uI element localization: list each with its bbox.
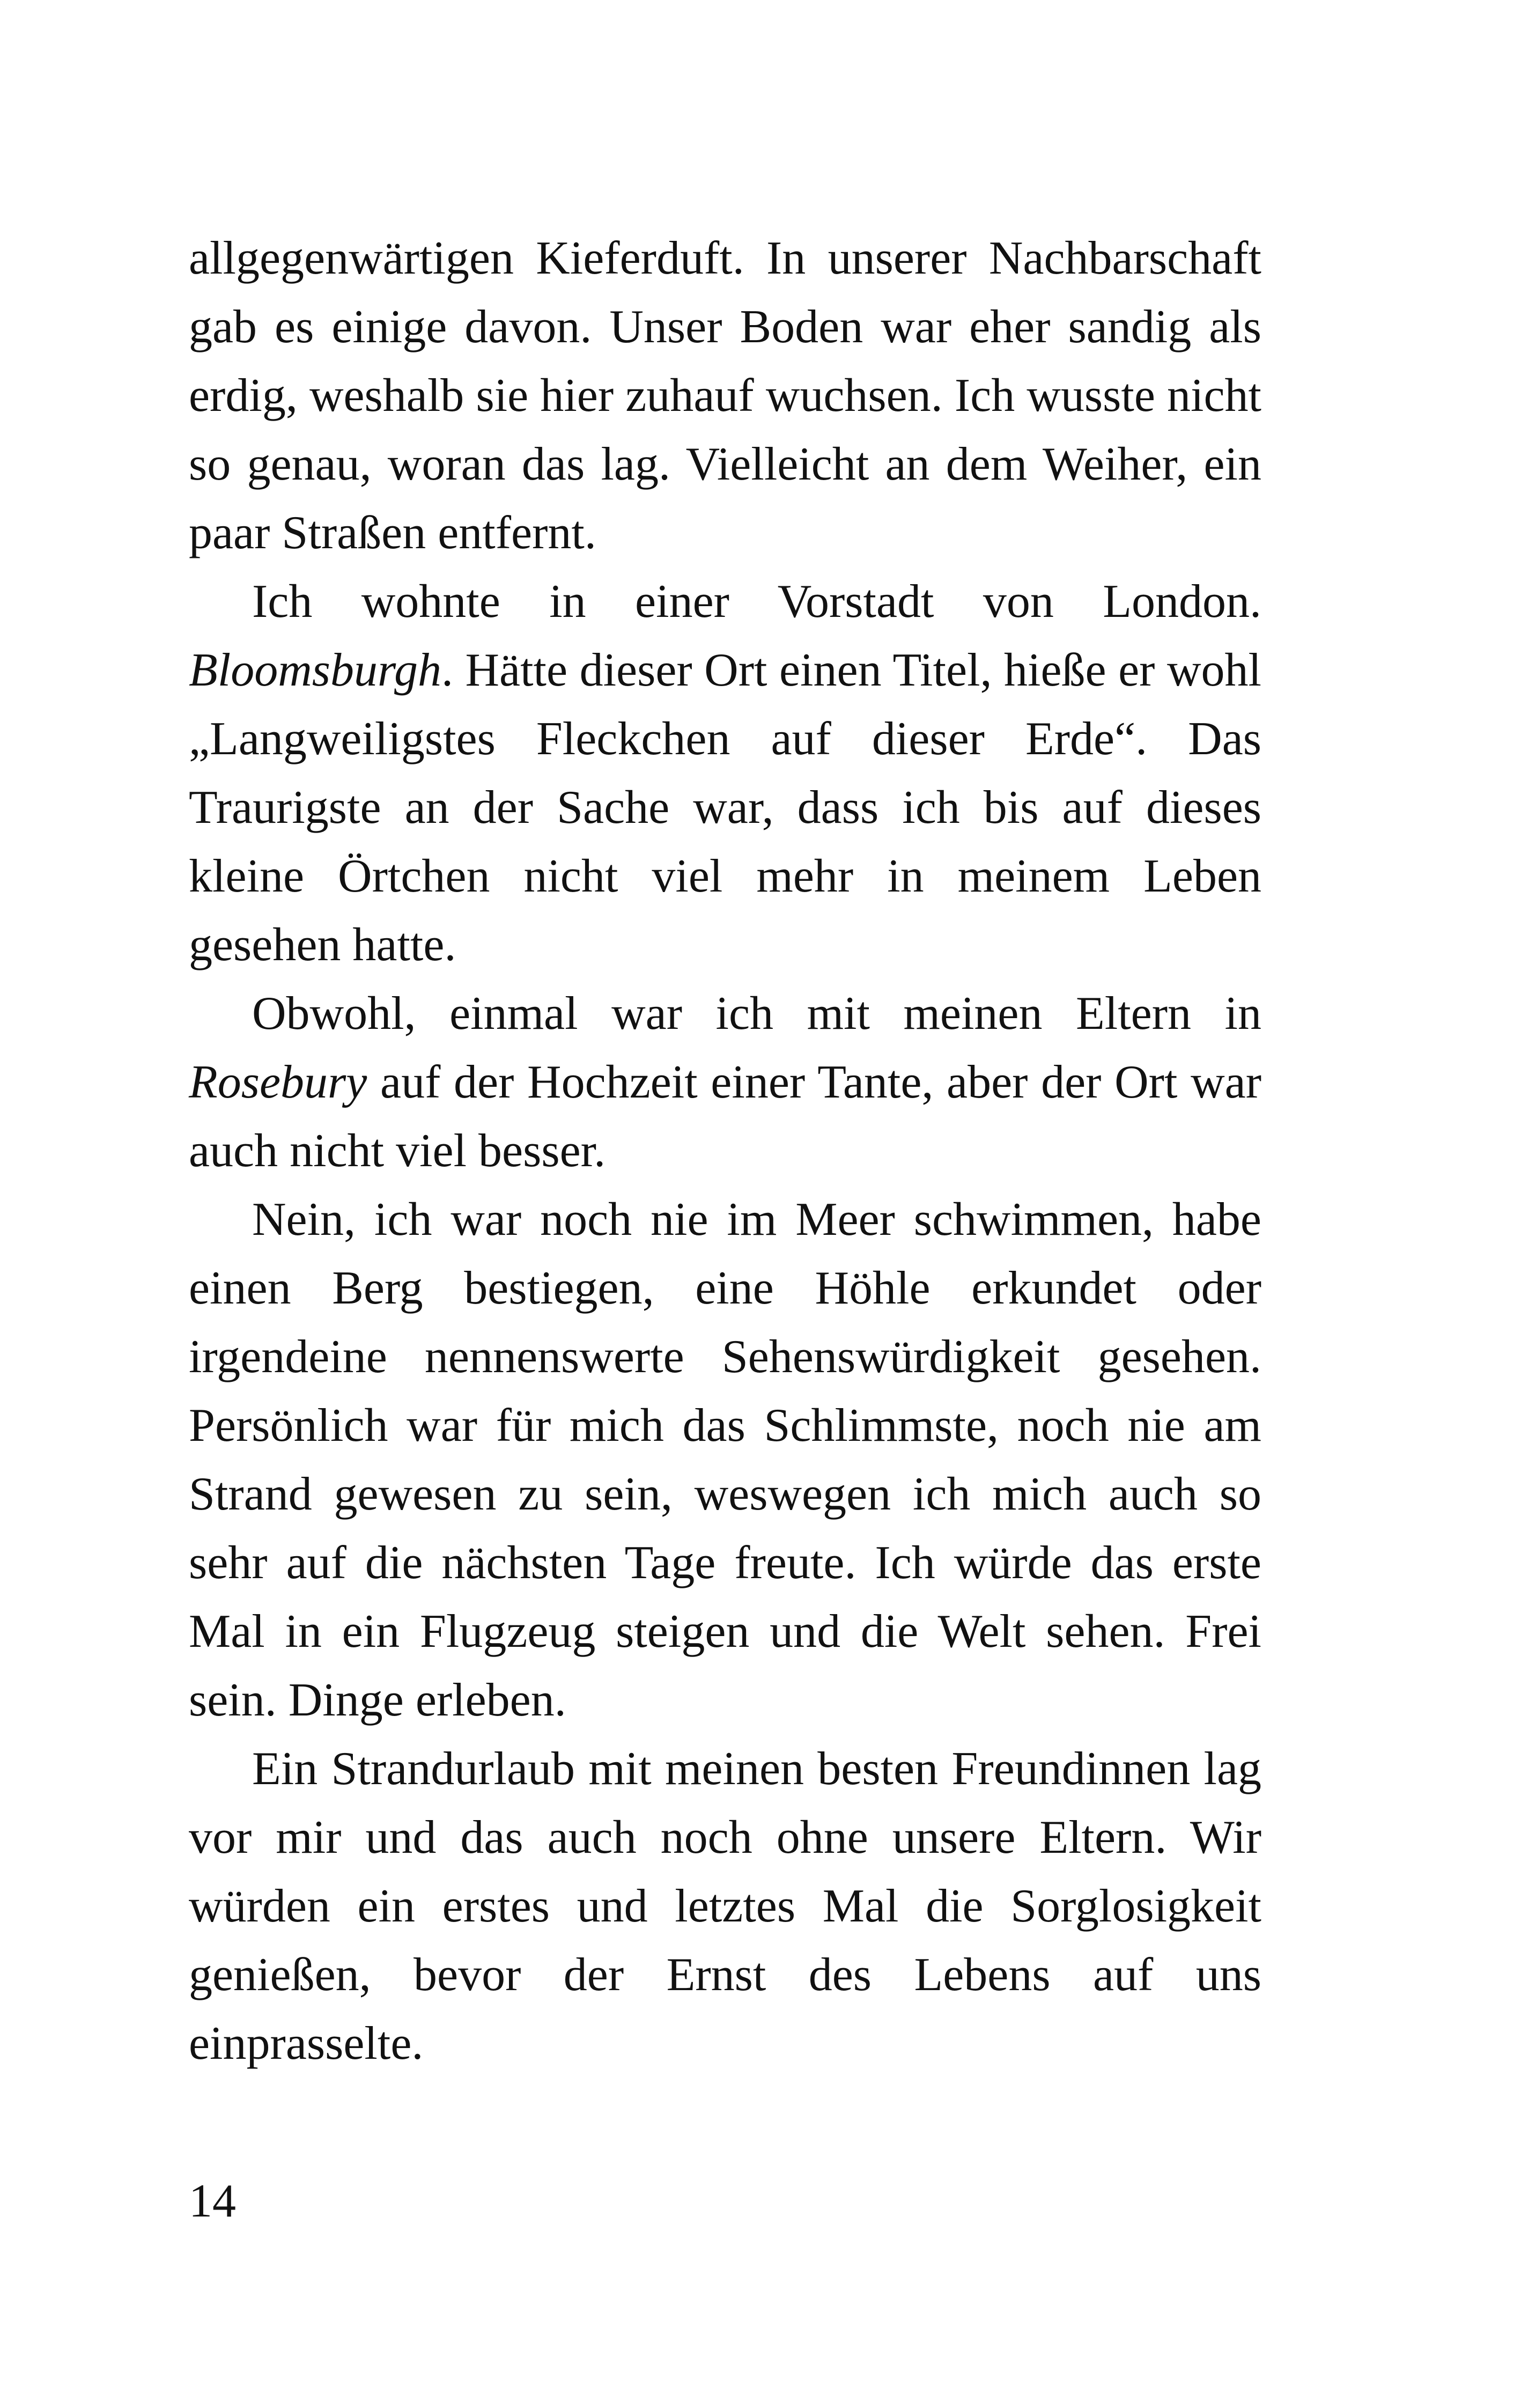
- paragraph-1-text: allgegenwärtigen Kieferduft. In unserer Nachbarschaft gab es einige davon. Unser Boden war eher sandig als erdig, weshalb sie hier zuhauf wuchsen. Ich wusste nicht so genau, woran das lag. Vielleicht an dem Weiher, ein paar Straßen entfernt.: [189, 232, 1261, 559]
- paragraph-2-text-b: . Hätte dieser Ort einen Titel, hieße er wohl „Langweiligstes Fleckchen auf dieser Erde“. Das Traurigste an der Sache war, dass ich bis auf dieses kleine Örtchen nicht viel mehr in meinem Leben gesehen hatte.: [189, 644, 1261, 971]
- page-number: 14: [189, 2175, 236, 2227]
- paragraph-3: [189, 980, 1261, 1185]
- place-name-rosebury: Rosebury: [189, 1056, 367, 1108]
- paragraph-3-text-a: Obwohl, einmal war ich mit meinen Eltern in: [252, 988, 1261, 1040]
- paragraph-4: [189, 1185, 1261, 1735]
- paragraph-5-text: Ein Strandurlaub mit meinen besten Freundinnen lag vor mir und das auch noch ohne unsere Eltern. Wir würden ein erstes und letztes Mal die Sorglosigkeit genießen, bevor der Ernst des Lebens auf uns einprasselte.: [189, 1743, 1261, 2070]
- paragraph-1: [189, 224, 1261, 568]
- paragraph-3-text-b: auf der Hochzeit einer Tante, aber der Ort war auch nicht viel besser.: [189, 1056, 1261, 1177]
- paragraph-5: [189, 1735, 1261, 2078]
- body-text: [189, 224, 1261, 2078]
- paragraph-2-text-a: Ich wohnte in einer Vorstadt von London.: [252, 576, 1261, 628]
- paragraph-2: [189, 568, 1261, 980]
- paragraph-4-text: Nein, ich war noch nie im Meer schwimmen, habe einen Berg bestiegen, eine Höhle erkundet oder irgendeine nennenswerte Sehenswürdigkeit gesehen. Persönlich war für mich das Schlimmste, noch nie am Strand gewesen zu sein, weswegen ich mich auch so sehr auf die nächsten Tage freute. Ich würde das erste Mal in ein Flugzeug steigen und die Welt sehen. Frei sein. Dinge erleben.: [189, 1194, 1261, 1726]
- place-name-bloomsburgh: Bloomsburgh: [189, 644, 441, 696]
